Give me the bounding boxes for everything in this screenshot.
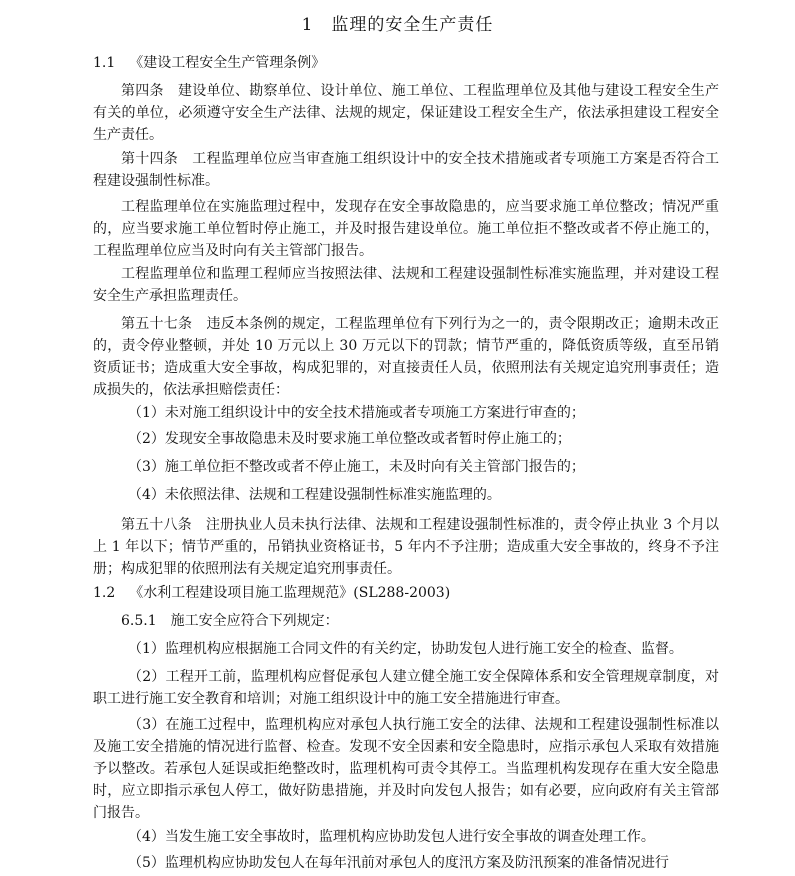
section-number: 1.1 <box>93 55 116 71</box>
section-title: 《水利工程建设项目施工监理规范》(SL288-2003) <box>129 585 451 601</box>
list-item: （4）当发生施工安全事故时，监理机构应协助发包人进行安全事故的调查处理工作。 <box>128 829 655 845</box>
list-item: （1）未对施工组织设计中的安全技术措施或者专项施工方案进行审查的； <box>128 405 585 421</box>
section-heading-1-1 <box>93 52 325 74</box>
paragraph-article-4: 第四条 建设单位、勘察单位、设计单位、施工单位、工程监理单位及其他与建设工程安全生产有关的单位，必须遵守安全生产法律、法规的规定，保证建设工程安全生产，依法承担建设工程安全生产责任。 <box>93 83 719 143</box>
list-item: （5）监理机构应协助发包人在每年汛前对承包人的度汛方案及防汛预案的准备情况进行 <box>128 855 669 871</box>
section-title: 《建设工程安全生产管理条例》 <box>129 55 326 71</box>
paragraph-supervision-hazard: 工程监理单位在实施监理过程中，发现存在安全事故隐患的，应当要求施工单位整改；情况严重的，应当要求施工单位暂时停止施工，并及时报告建设单位。施工单位拒不整改或者不停止施工的，工程监理单位应当及时向有关主管部门报告。 <box>93 199 719 259</box>
paragraph-article-57: 第五十七条 违反本条例的规定，工程监理单位有下列行为之一的，责令限期改正；逾期未改正的，责令停业整顿，并处 10 万元以上 30 万元以下的罚款；情节严重的，降低资质等级，直至吊销资质证书；造成重大安全事故，构成犯罪的，对直接责任人员，依照刑法有关规定追究刑事责任；造成损失的，依法承担赔偿责任： <box>93 316 719 398</box>
section-heading-1-2 <box>93 582 450 604</box>
list-item: （2）发现安全事故隐患未及时要求施工单位整改或者暂时停止施工的； <box>128 431 571 447</box>
paragraph-article-14: 第十四条 工程监理单位应当审查施工组织设计中的安全技术措施或者专项施工方案是否符合工程建设强制性标准。 <box>93 151 719 189</box>
list-item: （3）施工单位拒不整改或者不停止施工，未及时向有关主管部门报告的； <box>128 459 585 475</box>
list-item: （3）在施工过程中，监理机构应对承包人执行施工安全的法律、法规和工程建设强制性标准以及施工安全措施的情况进行监督、检查。发现不安全因素和安全隐患时，应指示承包人采取有效措施予以整改。若承包人延误或拒绝整改时，监理机构可责令其停工。当监理机构发现存在重大安全隐患时，应立即指示承包人停工，做好防患措施，并及时向发包人报告；如有必要，应向政府有关主管部门报告。 <box>93 717 719 821</box>
page-title: 1 监理的安全生产责任 <box>301 15 494 35</box>
list-item: （2）工程开工前，监理机构应督促承包人建立健全施工安全保障体系和安全管理规章制度，对职工进行施工安全教育和培训；对施工组织设计中的施工安全措施进行审查。 <box>93 669 719 707</box>
list-item: （4）未依照法律、法规和工程建设强制性标准实施监理的。 <box>128 487 501 503</box>
paragraph-supervision-responsibility: 工程监理单位和监理工程师应当按照法律、法规和工程建设强制性标准实施监理，并对建设工程安全生产承担监理责任。 <box>93 266 719 304</box>
clause-6-5-1: 6.5.1 施工安全应符合下列规定： <box>121 613 339 629</box>
section-number: 1.2 <box>93 585 116 601</box>
list-item: （1）监理机构应根据施工合同文件的有关约定，协助发包人进行施工安全的检查、监督。 <box>128 641 683 657</box>
paragraph-article-58: 第五十八条 注册执业人员未执行法律、法规和工程建设强制性标准的，责令停止执业 3 个月以上 1 年以下；情节严重的，吊销执业资格证书，5 年内不予注册；造成重大安全事故的，终身不予注册；构成犯罪的依照刑法有关规定追究刑事责任。 <box>93 517 719 577</box>
